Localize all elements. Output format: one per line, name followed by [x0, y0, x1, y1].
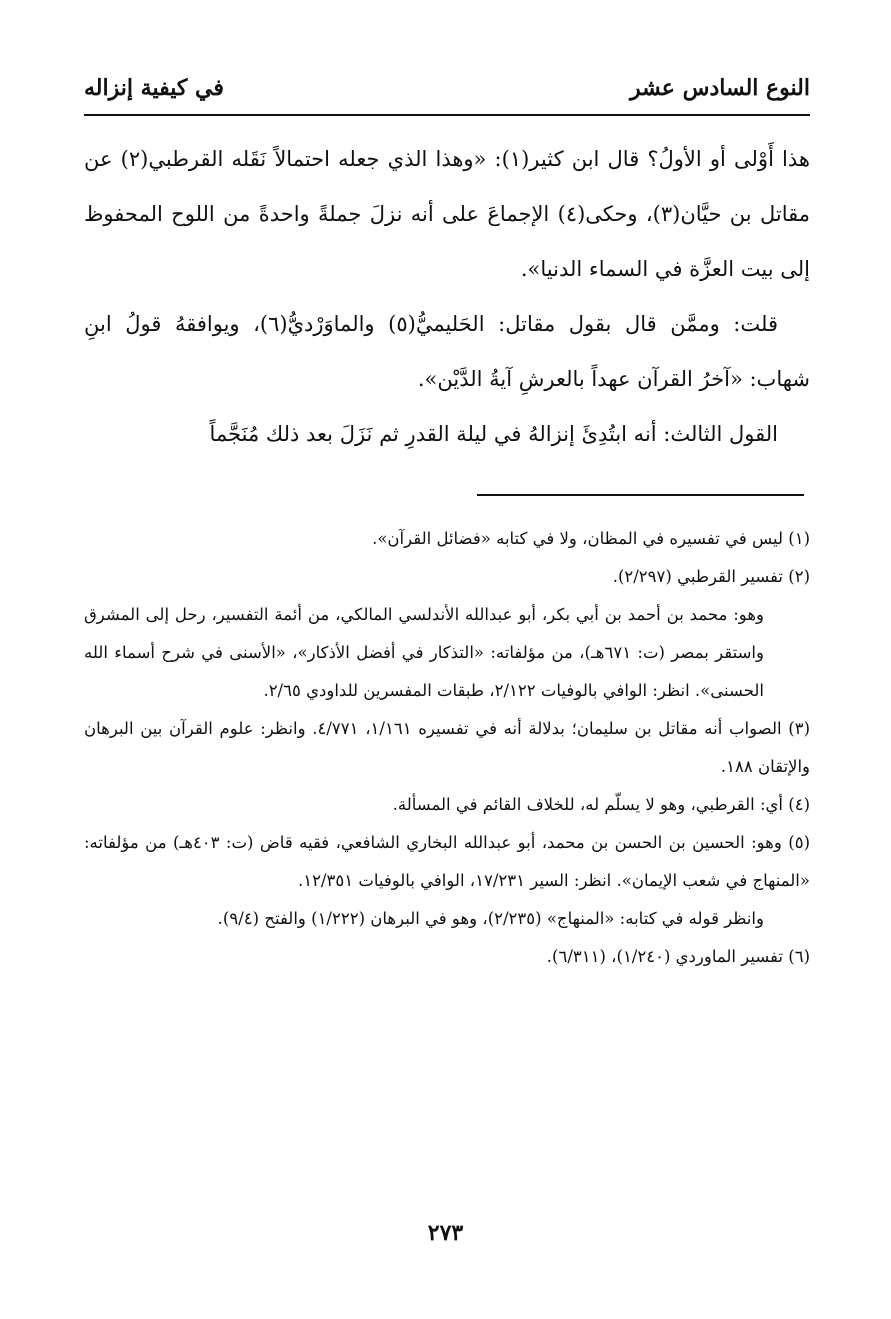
header-chapter-title: النوع السادس عشر: [630, 75, 810, 101]
footnote: (٤) أي: القرطبي، وهو لا يسلّم له، للخلاف القائم في المسألة.: [392, 795, 810, 814]
footnote: (٣) الصواب أنه مقاتل بن سليمان؛ بدلالة أنه في تفسيره ١/١٦١، ٤/٧٧١. وانظر: علوم القرآن بين البرهان والإتقان ١٨٨.: [84, 719, 810, 776]
header-rule: [84, 114, 810, 116]
page-number: ٢٧٣: [427, 1220, 464, 1246]
footnote: (٦) تفسير الماوردي (١/٢٤٠)، (٦/٣١١).: [546, 947, 810, 966]
body-paragraph: القول الثالث: أنه ابتُدِئَ إنزالهُ في ليلة القدرِ ثم نَزَلَ بعد ذلك مُنَجَّماً: [209, 422, 778, 446]
footnote: (٥) وهو: الحسين بن الحسن بن محمد، أبو عبدالله البخاري الشافعي، فقيه قاض (ت: ٤٠٣هـ) من مؤلفاته: «المنهاج في شعب الإيمان». انظر: السير ١٧/٢٣١، الوافي بالوفيات ١٢/٣٥١.: [84, 833, 810, 890]
footnote-continuation: وهو: محمد بن أحمد بن أبي بكر، أبو عبدالله الأندلسي المالكي، من أئمة التفسير، رحل إلى المشرق واستقر بمصر (ت: ٦٧١هـ)، من مؤلفاته: «التذكار في أفضل الأذكار»، «الأسنى في شرح أسماء الله الحسنى». انظر: الوافي بالوفيات ٢/١٢٢، طبقات المفسرين للداودي ٢/٦٥.: [84, 605, 764, 700]
body-paragraph: هذا أَوْلى أو الأولُ؟ قال ابن كثير(١): «وهذا الذي جعله احتمالاً نَقَله القرطبي(٢) عن مقاتل بن حيَّان(٣)، وحكى(٤) الإجماعَ على أنه نزلَ جملةً واحدةً من اللوح المحفوظ إلى بيت العزَّة في السماء الدنيا».: [84, 147, 811, 281]
running-header: [84, 66, 810, 110]
footnote-separator: [477, 494, 804, 496]
footnotes: [84, 520, 810, 976]
footnote: (٢) تفسير القرطبي (٢/٢٩٧).: [612, 567, 810, 586]
header-section-title: في كيفية إنزاله: [84, 75, 224, 101]
body-paragraph: قلت: وممَّن قال بقول مقاتل: الحَليميُّ(٥) والماوَرْديُّ(٦)، ويوافقهُ قولُ ابنِ شهاب: «آخرُ القرآن عهداً بالعرشِ آيةُ الدَّيْن».: [84, 312, 810, 391]
main-text: [84, 132, 810, 462]
footnote: (١) ليس في تفسيره في المظان، ولا في كتابه «فضائل القرآن».: [372, 529, 810, 548]
footnote-continuation: وانظر قوله في كتابه: «المنهاج» (٢/٢٣٥)، وهو في البرهان (١/٢٢٢) والفتح (٩/٤).: [217, 909, 764, 928]
